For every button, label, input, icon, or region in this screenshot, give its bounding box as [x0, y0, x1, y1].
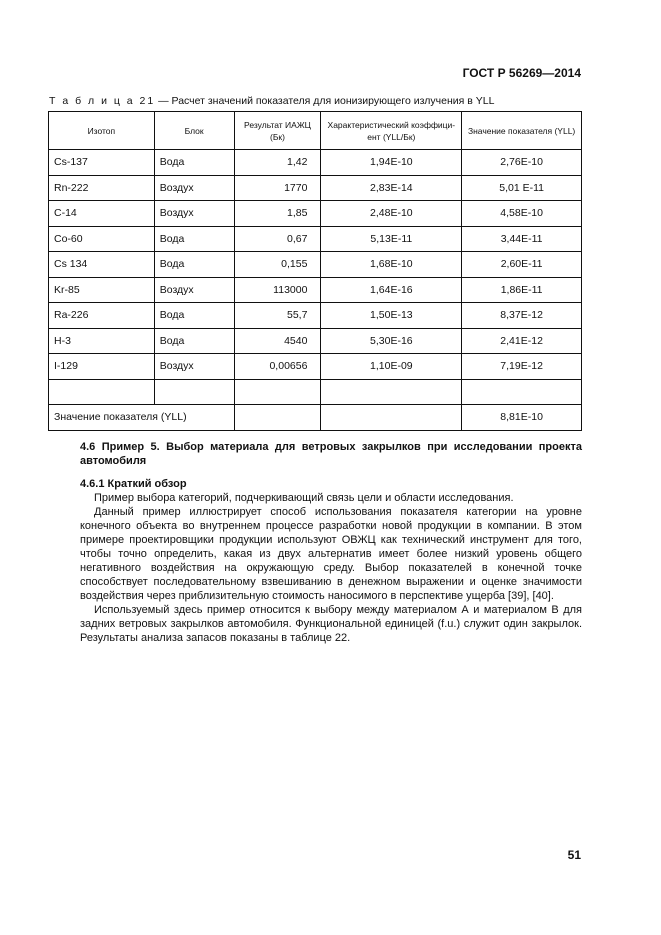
header-result: Результат ИАЖЦ (Бк): [234, 112, 321, 150]
table-row: [49, 303, 582, 329]
cell-block: Вода: [154, 328, 234, 354]
cell-isotope: Rn-222: [49, 175, 155, 201]
cell-block: Вода: [154, 303, 234, 329]
cell-isotope: C-14: [49, 201, 155, 227]
cell-isotope: H-3: [49, 328, 155, 354]
cell-result: 0,00656: [234, 354, 321, 380]
header-isotope: Изотоп: [49, 112, 155, 150]
empty-cell: [321, 405, 462, 431]
cell-result: 1,85: [234, 201, 321, 227]
cell-isotope: Cs 134: [49, 252, 155, 278]
cell-factor: 1,68E-10: [321, 252, 462, 278]
total-value: 8,81E-10: [462, 405, 582, 431]
table-row: [49, 252, 582, 278]
header-block: Блок: [154, 112, 234, 150]
cell-value: 2,41E-12: [462, 328, 582, 354]
table-row: [49, 201, 582, 227]
table-row: [49, 226, 582, 252]
table-empty-row: [49, 379, 582, 405]
page-number: 51: [567, 848, 581, 862]
cell-result: 1,42: [234, 150, 321, 176]
cell-result: 55,7: [234, 303, 321, 329]
cell-result: 0,155: [234, 252, 321, 278]
cell-value: 1,86E-11: [462, 277, 582, 303]
cell-value: 5,01 E-11: [462, 175, 582, 201]
section-heading-4-6: 4.6 Пример 5. Выбор материала для ветровых закрылков при исследовании проекта автомобиля: [80, 441, 582, 467]
paragraph: Пример выбора категорий, подчеркивающий связь цели и области исследования.: [94, 492, 514, 504]
cell-isotope: Cs-137: [49, 150, 155, 176]
cell-factor: 2,83E-14: [321, 175, 462, 201]
header-value: Значение показателя (YLL): [462, 112, 582, 150]
cell-block: Вода: [154, 252, 234, 278]
table-row: [49, 354, 582, 380]
table-row: [49, 328, 582, 354]
ionizing-radiation-table: [48, 111, 582, 431]
cell-value: 3,44E-11: [462, 226, 582, 252]
section-body: [80, 491, 582, 645]
table-caption: [49, 95, 494, 107]
cell-value: 4,58E-10: [462, 201, 582, 227]
cell-block: Воздух: [154, 201, 234, 227]
cell-value: 2,60E-11: [462, 252, 582, 278]
table-caption-prefix: Т а б л и ц а 21: [49, 95, 156, 107]
cell-factor: 5,30E-16: [321, 328, 462, 354]
cell-isotope: I-129: [49, 354, 155, 380]
cell-value: 2,76E-10: [462, 150, 582, 176]
table-header-row: [49, 112, 582, 150]
cell-result: 0,67: [234, 226, 321, 252]
cell-block: Воздух: [154, 277, 234, 303]
paragraph: Данный пример иллюстрирует способ использования показателя категории на уровне конечного объекта во внутреннем процессе разработки новой продукции в компании. В этом примере проектировщики продукции используют ОВЖЦ как технический инструмент для того, чтобы точно определить, какая из двух альтернатив имеет более низкий уровень общего негативного воздействия на окружающую среду. Выбор показателей в конечной точке способствует последовательному взвешиванию в денежном выражении и оценке значимости воздействия через приблизительную стоимость наносимого в перспективе ущерба [39], [40].: [80, 506, 582, 602]
header-factor: Характеристический коэффици-ент (YLL/Бк): [321, 112, 462, 150]
cell-isotope: Kr-85: [49, 277, 155, 303]
empty-cell: [234, 405, 321, 431]
cell-result: 113000: [234, 277, 321, 303]
cell-value: 7,19E-12: [462, 354, 582, 380]
empty-cell: [234, 379, 321, 405]
cell-result: 4540: [234, 328, 321, 354]
cell-block: Вода: [154, 226, 234, 252]
total-label: Значение показателя (YLL): [49, 405, 235, 431]
cell-factor: 1,50E-13: [321, 303, 462, 329]
cell-isotope: Co-60: [49, 226, 155, 252]
table-row: [49, 175, 582, 201]
empty-cell: [49, 379, 155, 405]
empty-cell: [154, 379, 234, 405]
section-heading-4-6-1: 4.6.1 Краткий обзор: [80, 478, 187, 490]
cell-block: Воздух: [154, 175, 234, 201]
cell-factor: 2,48E-10: [321, 201, 462, 227]
empty-cell: [321, 379, 462, 405]
table-row: [49, 277, 582, 303]
cell-isotope: Ra-226: [49, 303, 155, 329]
cell-factor: 1,94E-10: [321, 150, 462, 176]
cell-block: Вода: [154, 150, 234, 176]
table-caption-text: — Расчет значений показателя для ионизирующего излучения в YLL: [155, 95, 495, 107]
paragraph: Используемый здесь пример относится к выбору между материалом А и материалом В для задних ветровых закрылков автомобиля. Функциональной единицей (f.u.) служит один закрылок. Результаты анализа запасов показаны в таблице 22.: [80, 604, 582, 644]
cell-result: 1770: [234, 175, 321, 201]
table-row: [49, 150, 582, 176]
cell-factor: 1,64E-16: [321, 277, 462, 303]
cell-value: 8,37E-12: [462, 303, 582, 329]
cell-factor: 5,13E-11: [321, 226, 462, 252]
cell-factor: 1,10E-09: [321, 354, 462, 380]
empty-cell: [462, 379, 582, 405]
document-standard-number: ГОСТ Р 56269—2014: [462, 66, 581, 80]
table-total-row: [49, 405, 582, 431]
cell-block: Воздух: [154, 354, 234, 380]
